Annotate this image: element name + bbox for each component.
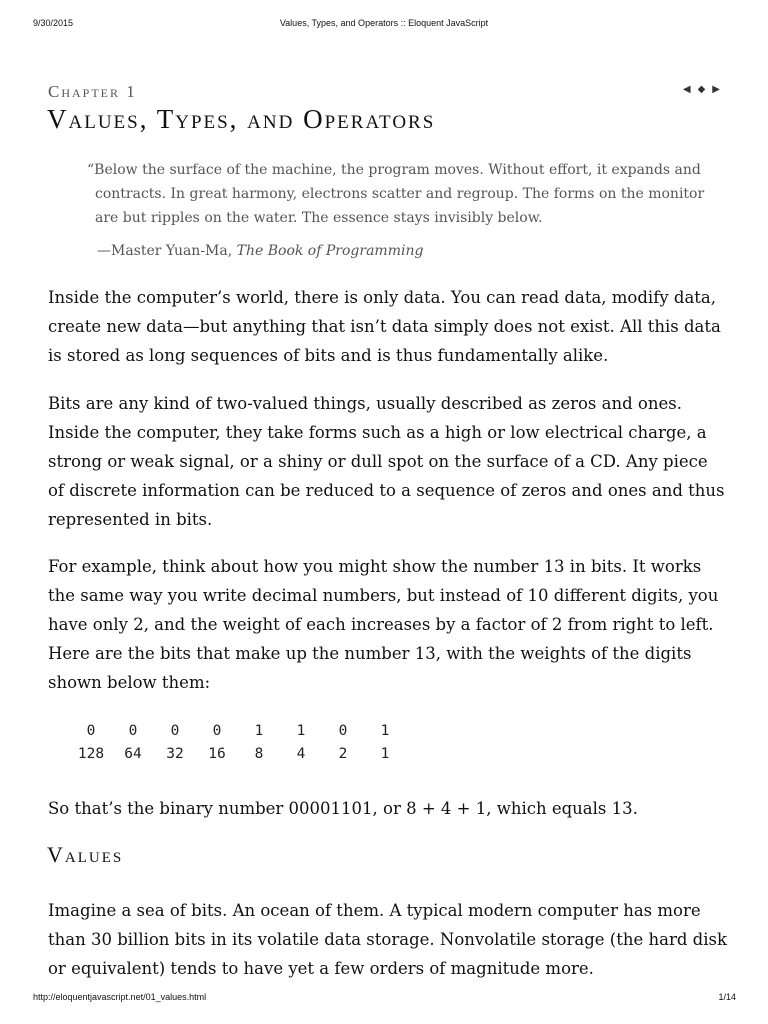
contents-icon[interactable]: ◆ — [697, 84, 706, 95]
bit-value: 1 — [254, 723, 264, 739]
print-page-title: Values, Types, and Operators :: Eloquent JavaScript — [279, 18, 489, 28]
bit-weight: 2 — [338, 746, 348, 762]
paragraph-data: Inside the computer’s world, there is only data. You can read data, modify data, create new data—but anything that isn’t data simply does not exist. All this data is stored as long sequences of bits and is thus fundamentally alike. — [48, 288, 721, 365]
bit-weight: 32 — [166, 746, 184, 762]
weights-row — [70, 743, 406, 766]
bit-value: 1 — [380, 723, 390, 739]
print-footer — [0, 992, 768, 1006]
bit-weight: 128 — [77, 746, 105, 762]
print-header — [0, 18, 768, 32]
print-url: http://eloquentjavascript.net/01_values.html — [33, 992, 207, 1002]
print-date: 9/30/2015 — [33, 18, 74, 28]
bit-value: 0 — [338, 723, 348, 739]
attribution-author: —Master Yuan-Ma, — [97, 243, 237, 259]
paragraph-binary-number: So that’s the binary number 00001101, or 8 + 4 + 1, which equals 13. — [48, 799, 638, 818]
bit-weight: 64 — [124, 746, 142, 762]
chapter-label: Chapter 1 — [48, 82, 137, 101]
chapter-navigation — [683, 84, 720, 95]
bit-weight: 1 — [380, 746, 390, 762]
bits-code-block — [70, 720, 406, 766]
bit-value: 0 — [128, 723, 138, 739]
bit-weight: 8 — [254, 746, 264, 762]
chapter-title: Values, Types, and Operators — [47, 104, 436, 134]
bits-row — [70, 720, 406, 743]
paragraph-bits: Bits are any kind of two-valued things, usually described as zeros and ones. Inside the computer, they take forms such as a high or low electrical charge, a strong or weak signal, or a shiny or dull spot on the surface of a CD. Any piece of discrete information can be reduced to a sequence of zeros and ones and thus represented in bits. — [48, 394, 725, 529]
attribution-book-title: The Book of Programming — [236, 243, 424, 259]
bit-weight: 16 — [208, 746, 226, 762]
previous-chapter-icon[interactable]: ◀ — [682, 84, 691, 95]
epigraph — [85, 158, 725, 263]
bit-weight: 4 — [296, 746, 306, 762]
bit-value: 0 — [212, 723, 222, 739]
epigraph-attribution — [97, 239, 725, 263]
bit-value: 1 — [296, 723, 306, 739]
bit-value: 0 — [86, 723, 96, 739]
print-page-number: 1/14 — [718, 992, 736, 1002]
bit-value: 0 — [170, 723, 180, 739]
paragraph-sea-of-bits: Imagine a sea of bits. An ocean of them. A typical modern computer has more than 30 billion bits in its volatile data storage. Nonvolatile storage (the hard disk or equivalent) tends to have yet a few orders of magnitude more. — [48, 901, 727, 978]
next-chapter-icon[interactable]: ▶ — [712, 84, 720, 95]
epigraph-quote: “Below the surface of the machine, the program moves. Without effort, it expands and contracts. In great harmony, electrons scatter and regroup. The forms on the monitor are but ripples on the water. The essence stays invisibly below. — [87, 162, 705, 226]
section-heading-values: Values — [47, 842, 124, 867]
paragraph-example: For example, think about how you might show the number 13 in bits. It works the same way you write decimal numbers, but instead of 10 different digits, you have only 2, and the weight of each increases by a factor of 2 from right to left. Here are the bits that make up the number 13, with the weights of the digits shown below them: — [48, 557, 719, 692]
